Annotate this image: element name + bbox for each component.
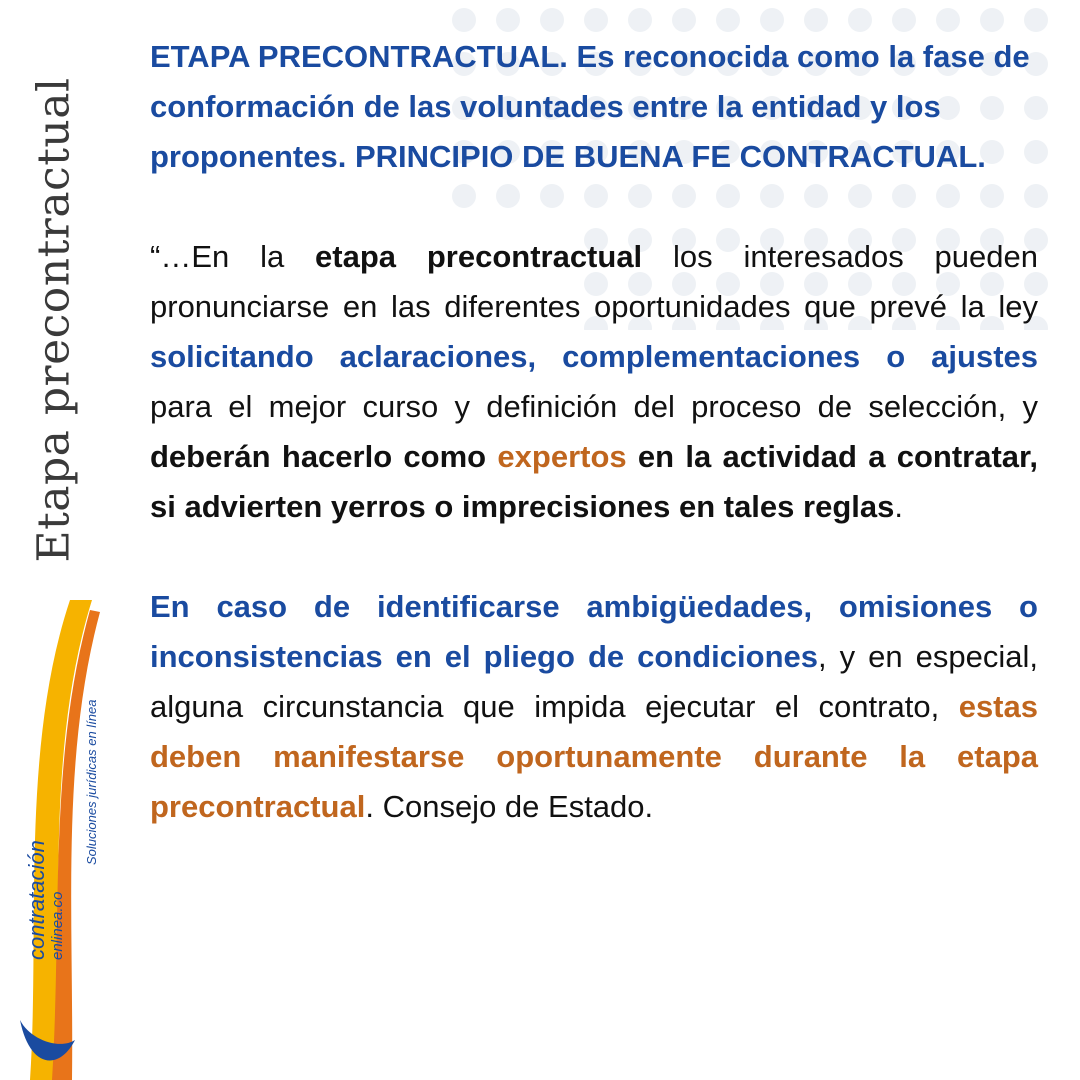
quote-highlight-orange: expertos [497,439,627,474]
decorative-dot [848,8,872,32]
quote-paragraph [150,232,1038,532]
decorative-dot [1024,8,1048,32]
closing-highlight-orange: estas deben manifestarse oportunamente durante la etapa precontractual [150,689,1038,824]
main-content [150,32,1038,832]
decorative-dot [892,8,916,32]
closing-text: . Consejo de Estado. [365,789,654,824]
logo-brand-line2: enlinea.co [49,891,66,960]
decorative-dot [584,8,608,32]
closing-text: , y en especial, alguna circunstancia que impida ejecutar el contrato, [150,639,1038,724]
decorative-dot [672,8,696,32]
logo-tagline: Soluciones jurídicas en línea [84,699,99,865]
decorative-dot [760,8,784,32]
heading: ETAPA PRECONTRACTUAL. Es reconocida como la fase de conformación de las voluntades entre la entidad y los proponentes. PRINCIPIO DE BUENA FE CONTRACTUAL. [150,39,1030,174]
decorative-dot [628,8,652,32]
quote-text: los interesados pueden pronunciarse en las diferentes oportunidades que prevé la ley [150,239,1038,324]
quote-highlight-blue: solicitando aclaraciones, complementaciones o ajustes [150,339,1038,374]
quote-text: para el mejor curso y definición del proceso de selección, y [150,389,1038,424]
quote-bold-text: en la actividad a contratar, si advierten yerros o imprecisiones en tales reglas [150,439,1038,524]
decorative-dot [540,8,564,32]
quote-text: . [894,489,903,524]
quote-bold-text: deberán hacerlo como [150,439,498,474]
decorative-dot [716,8,740,32]
quote-bold-term: etapa precontractual [315,239,643,274]
closing-paragraph [150,582,1038,832]
decorative-dot [936,8,960,32]
decorative-dot [452,8,476,32]
contratacion-enlinea-logo [0,600,140,1080]
side-title: Etapa precontractual [28,77,80,563]
quote-text: “…En la [150,239,316,274]
decorative-dot [980,8,1004,32]
decorative-dot [496,8,520,32]
logo-brand-line1: contratación [24,840,49,960]
decorative-dot [804,8,828,32]
closing-highlight-blue: En caso de identificarse ambigüedades, omisiones o inconsistencias en el pliego de condiciones [150,589,1038,674]
